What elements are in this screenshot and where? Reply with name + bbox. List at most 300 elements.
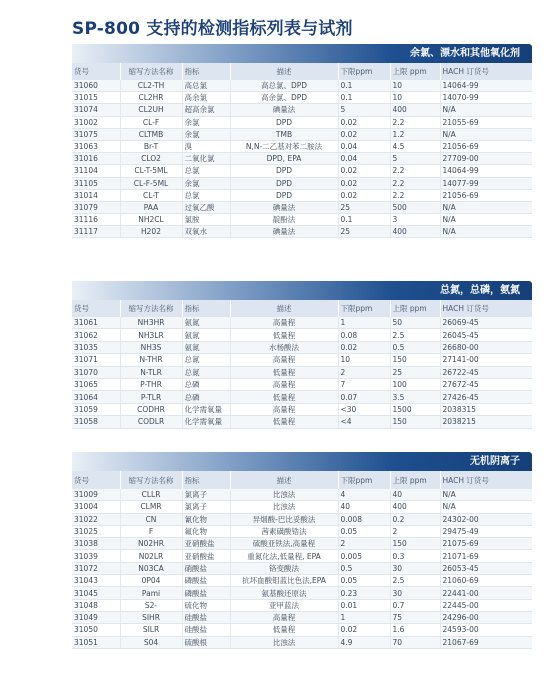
cell-lower-limit: 0.02 [338, 116, 390, 128]
cell-indicator: 总氮 [182, 354, 230, 366]
column-header-lower-limit: 下限ppm [338, 471, 390, 489]
cell-indicator: 亚硝酸盐 [182, 538, 230, 550]
cell-indicator: 超高余氯 [182, 104, 230, 116]
column-header-method: 描述 [230, 300, 338, 317]
reagent-table [72, 63, 532, 238]
cell-short-name: CL-F [120, 116, 182, 128]
cell-item-code: 31062 [72, 329, 120, 341]
cell-lower-limit: 4.9 [338, 636, 390, 648]
cell-upper-limit: 30 [390, 587, 440, 599]
cell-lower-limit: 0.08 [338, 329, 390, 341]
cell-lower-limit: 0.02 [338, 189, 390, 201]
cell-hach-order-no: 26069-45 [440, 317, 532, 329]
cell-hach-order-no: 21067-69 [440, 636, 532, 648]
cell-method: 比浊法 [230, 489, 338, 501]
cell-short-name: CODHR [120, 403, 182, 415]
cell-item-code: 31050 [72, 624, 120, 636]
cell-indicator: 氨氮 [182, 329, 230, 341]
cell-indicator: 硫化物 [182, 599, 230, 611]
table-row [72, 201, 532, 213]
cell-short-name: CN [120, 513, 182, 525]
cell-short-name: PAA [120, 201, 182, 213]
cell-hach-order-no: 2038315 [440, 403, 532, 415]
section-title: 无机阴离子 [72, 452, 532, 471]
cell-method: 铬变酸法 [230, 562, 338, 574]
cell-indicator: 亚硝酸盐 [182, 550, 230, 562]
cell-indicator: 总氮 [182, 366, 230, 378]
table-row [72, 513, 532, 525]
cell-upper-limit: 3.5 [390, 391, 440, 403]
cell-method: DPD, EPA [230, 153, 338, 165]
cell-lower-limit: 0.02 [338, 341, 390, 353]
table-row [72, 599, 532, 611]
cell-item-code: 31016 [72, 153, 120, 165]
cell-hach-order-no: 2038215 [440, 416, 532, 428]
cell-method: 高量程 [230, 611, 338, 623]
cell-item-code: 31014 [72, 189, 120, 201]
cell-item-code: 31059 [72, 403, 120, 415]
table-row [72, 538, 532, 550]
cell-indicator: 化学需氧量 [182, 403, 230, 415]
cell-method: 高余氯、DPD [230, 92, 338, 104]
cell-method: 茜素磺酸锆法 [230, 525, 338, 537]
cell-upper-limit: 400 [390, 226, 440, 238]
table-row [72, 80, 532, 92]
cell-upper-limit: 70 [390, 636, 440, 648]
column-header-hach-order-no: HACH 订货号 [440, 300, 532, 317]
cell-short-name: N02LR [120, 550, 182, 562]
cell-upper-limit: 10 [390, 92, 440, 104]
cell-lower-limit: 0.04 [338, 140, 390, 152]
cell-indicator: 氨氮 [182, 317, 230, 329]
cell-indicator: 氟化物 [182, 525, 230, 537]
cell-indicator: 硝酸盐 [182, 562, 230, 574]
cell-lower-limit: 5 [338, 104, 390, 116]
cell-lower-limit: 0.07 [338, 391, 390, 403]
cell-upper-limit: 2.2 [390, 189, 440, 201]
cell-item-code: 31004 [72, 501, 120, 513]
cell-hach-order-no: N/A [440, 128, 532, 140]
section-title: 总氮，总磷，氨氮 [72, 281, 532, 300]
section-title: 余氯、漂水和其他氧化剂 [72, 44, 532, 63]
cell-hach-order-no: 27141-00 [440, 354, 532, 366]
cell-short-name: CL2-TH [120, 80, 182, 92]
cell-method: 比浊法 [230, 501, 338, 513]
cell-method: 高量程 [230, 354, 338, 366]
cell-upper-limit: 2.5 [390, 575, 440, 587]
cell-short-name: 0P04 [120, 575, 182, 587]
cell-short-name: Pami [120, 587, 182, 599]
cell-lower-limit: 25 [338, 226, 390, 238]
column-header-method: 描述 [230, 471, 338, 489]
cell-hach-order-no: 21055-69 [440, 116, 532, 128]
cell-hach-order-no: N/A [440, 226, 532, 238]
cell-hach-order-no: 21056-69 [440, 189, 532, 201]
cell-short-name: NH2CL [120, 214, 182, 226]
cell-lower-limit: 0.005 [338, 550, 390, 562]
cell-hach-order-no: 26045-45 [440, 329, 532, 341]
cell-hach-order-no: 14070-99 [440, 92, 532, 104]
table-row [72, 140, 532, 152]
cell-method: 比浊法 [230, 636, 338, 648]
column-header-lower-limit: 下限ppm [338, 300, 390, 317]
cell-indicator: 氯离子 [182, 501, 230, 513]
cell-method: 低量程 [230, 624, 338, 636]
cell-method: 碘量法 [230, 104, 338, 116]
cell-indicator: 氰化物 [182, 513, 230, 525]
cell-hach-order-no: 26722-45 [440, 366, 532, 378]
cell-method: 低量程 [230, 366, 338, 378]
table-row [72, 116, 532, 128]
cell-method: N,N-二乙基对苯二胺法 [230, 140, 338, 152]
cell-upper-limit: 2.2 [390, 116, 440, 128]
cell-upper-limit: 150 [390, 416, 440, 428]
cell-short-name: CL-T-5ML [120, 165, 182, 177]
cell-lower-limit: 0.1 [338, 92, 390, 104]
cell-item-code: 31065 [72, 378, 120, 390]
cell-item-code: 31061 [72, 317, 120, 329]
cell-indicator: 高总氯 [182, 80, 230, 92]
cell-lower-limit: 1 [338, 611, 390, 623]
cell-hach-order-no: 14077-99 [440, 177, 532, 189]
cell-upper-limit: 2.5 [390, 329, 440, 341]
cell-hach-order-no: 14064-99 [440, 80, 532, 92]
cell-short-name: P-THR [120, 378, 182, 390]
cell-item-code: 31079 [72, 201, 120, 213]
cell-lower-limit: 0.008 [338, 513, 390, 525]
cell-short-name: N-THR [120, 354, 182, 366]
section-oxidants [72, 44, 532, 238]
cell-method: 水杨酸法 [230, 341, 338, 353]
cell-hach-order-no: 26680-00 [440, 341, 532, 353]
cell-lower-limit: 2 [338, 366, 390, 378]
cell-indicator: 溴 [182, 140, 230, 152]
section-nitrogen-phosphorus [72, 281, 532, 429]
column-header-lower-limit: 下限ppm [338, 63, 390, 80]
cell-upper-limit: 50 [390, 317, 440, 329]
table-row [72, 525, 532, 537]
table-row [72, 341, 532, 353]
cell-item-code: 31070 [72, 366, 120, 378]
cell-item-code: 31009 [72, 489, 120, 501]
cell-hach-order-no: 22445-00 [440, 599, 532, 611]
cell-short-name: CODLR [120, 416, 182, 428]
cell-item-code: 31064 [72, 391, 120, 403]
table-row [72, 403, 532, 415]
cell-lower-limit: 0.02 [338, 624, 390, 636]
cell-short-name: CL2HR [120, 92, 182, 104]
cell-upper-limit: 2.2 [390, 177, 440, 189]
cell-method: DPD [230, 189, 338, 201]
column-header-upper-limit: 上限 ppm [390, 300, 440, 317]
cell-short-name: N02HR [120, 538, 182, 550]
cell-method: 高量程 [230, 317, 338, 329]
cell-item-code: 31075 [72, 128, 120, 140]
cell-hach-order-no: 27709-00 [440, 153, 532, 165]
column-header-indicator: 指标 [182, 63, 230, 80]
column-header-item-code: 货号 [72, 63, 120, 80]
cell-item-code: 31015 [72, 92, 120, 104]
cell-short-name: NH3S [120, 341, 182, 353]
cell-item-code: 31058 [72, 416, 120, 428]
cell-indicator: 总磷 [182, 391, 230, 403]
table-row [72, 416, 532, 428]
cell-item-code: 31072 [72, 562, 120, 574]
cell-method: DPD [230, 177, 338, 189]
cell-method: 碘量法 [230, 226, 338, 238]
table-row [72, 104, 532, 116]
cell-method: 低量程 [230, 391, 338, 403]
cell-upper-limit: 2 [390, 525, 440, 537]
cell-item-code: 31022 [72, 513, 120, 525]
table-row [72, 92, 532, 104]
cell-method: 低量程 [230, 329, 338, 341]
cell-lower-limit: 1 [338, 317, 390, 329]
table-row [72, 611, 532, 623]
cell-hach-order-no: 14064-99 [440, 165, 532, 177]
cell-item-code: 31074 [72, 104, 120, 116]
table-row [72, 391, 532, 403]
cell-upper-limit: 40 [390, 489, 440, 501]
cell-lower-limit: 0.04 [338, 153, 390, 165]
table-row [72, 189, 532, 201]
cell-item-code: 31039 [72, 550, 120, 562]
table-row [72, 177, 532, 189]
table-row [72, 317, 532, 329]
table-row [72, 128, 532, 140]
cell-upper-limit: 0.5 [390, 341, 440, 353]
cell-hach-order-no: N/A [440, 201, 532, 213]
cell-item-code: 31002 [72, 116, 120, 128]
cell-short-name: F [120, 525, 182, 537]
cell-method: DPD [230, 165, 338, 177]
column-header-item-code: 货号 [72, 471, 120, 489]
table-row [72, 214, 532, 226]
cell-item-code: 31045 [72, 587, 120, 599]
cell-method: 抗坏血酸钼蓝比色法,EPA [230, 575, 338, 587]
cell-hach-order-no: 26053-45 [440, 562, 532, 574]
column-header-short-name: 缩写方法名称 [120, 63, 182, 80]
cell-upper-limit: 25 [390, 366, 440, 378]
cell-upper-limit: 1500 [390, 403, 440, 415]
cell-upper-limit: 100 [390, 378, 440, 390]
cell-indicator: 硅酸盐 [182, 624, 230, 636]
column-header-short-name: 缩写方法名称 [120, 471, 182, 489]
cell-short-name: S04 [120, 636, 182, 648]
cell-lower-limit: 0.01 [338, 599, 390, 611]
cell-indicator: 高余氯 [182, 92, 230, 104]
cell-indicator: 余氯 [182, 128, 230, 140]
cell-short-name: N-TLR [120, 366, 182, 378]
table-row [72, 575, 532, 587]
cell-hach-order-no: N/A [440, 104, 532, 116]
cell-item-code: 31117 [72, 226, 120, 238]
cell-item-code: 31071 [72, 354, 120, 366]
cell-item-code: 31038 [72, 538, 120, 550]
cell-method: 低量程 [230, 416, 338, 428]
cell-short-name: N03CA [120, 562, 182, 574]
cell-upper-limit: 30 [390, 562, 440, 574]
reagent-table [72, 300, 532, 429]
cell-short-name: CL-T [120, 189, 182, 201]
cell-method: 异烟酸-巴比妥酸法 [230, 513, 338, 525]
cell-upper-limit: 5 [390, 153, 440, 165]
cell-indicator: 过氧乙酸 [182, 201, 230, 213]
cell-method: 靛酚法 [230, 214, 338, 226]
cell-hach-order-no: N/A [440, 214, 532, 226]
cell-item-code: 31025 [72, 525, 120, 537]
cell-lower-limit: 10 [338, 354, 390, 366]
table-header-row [72, 300, 532, 317]
cell-indicator: 硫酸根 [182, 636, 230, 648]
cell-indicator: 余氯 [182, 116, 230, 128]
cell-upper-limit: 4.5 [390, 140, 440, 152]
cell-short-name: CL-F-5ML [120, 177, 182, 189]
cell-lower-limit: 7 [338, 378, 390, 390]
cell-short-name: NH3HR [120, 317, 182, 329]
column-header-upper-limit: 上限 ppm [390, 471, 440, 489]
cell-short-name: Br-T [120, 140, 182, 152]
cell-lower-limit: 0.1 [338, 80, 390, 92]
cell-item-code: 31048 [72, 599, 120, 611]
cell-method: 重氮化法,低量程, EPA [230, 550, 338, 562]
column-header-short-name: 缩写方法名称 [120, 300, 182, 317]
cell-hach-order-no: N/A [440, 489, 532, 501]
cell-lower-limit: 0.05 [338, 525, 390, 537]
table-header-row [72, 63, 532, 80]
cell-indicator: 氯胺 [182, 214, 230, 226]
cell-item-code: 31105 [72, 177, 120, 189]
table-row [72, 165, 532, 177]
cell-lower-limit: 0.02 [338, 177, 390, 189]
cell-indicator: 二氧化氯 [182, 153, 230, 165]
cell-lower-limit: 0.5 [338, 562, 390, 574]
cell-method: DPD [230, 116, 338, 128]
cell-short-name: SILR [120, 624, 182, 636]
cell-lower-limit: 0.23 [338, 587, 390, 599]
cell-upper-limit: 1.2 [390, 128, 440, 140]
cell-method: 氨基酸还原法 [230, 587, 338, 599]
table-row [72, 636, 532, 648]
cell-indicator: 磷酸盐 [182, 575, 230, 587]
table-row [72, 562, 532, 574]
cell-lower-limit: 0.05 [338, 575, 390, 587]
cell-upper-limit: 400 [390, 104, 440, 116]
table-row [72, 501, 532, 513]
cell-hach-order-no: 27426-45 [440, 391, 532, 403]
cell-item-code: 31035 [72, 341, 120, 353]
column-header-indicator: 指标 [182, 471, 230, 489]
cell-short-name: CLMR [120, 501, 182, 513]
cell-indicator: 化学需氧量 [182, 416, 230, 428]
cell-lower-limit: <30 [338, 403, 390, 415]
cell-short-name: NH3LR [120, 329, 182, 341]
table-row [72, 587, 532, 599]
table-row [72, 329, 532, 341]
cell-upper-limit: 150 [390, 354, 440, 366]
cell-lower-limit: 40 [338, 501, 390, 513]
cell-method: 高总氯、DPD [230, 80, 338, 92]
cell-indicator: 总磷 [182, 378, 230, 390]
cell-indicator: 氯离子 [182, 489, 230, 501]
cell-upper-limit: 1.6 [390, 624, 440, 636]
cell-indicator: 磷酸盐 [182, 587, 230, 599]
cell-indicator: 总氯 [182, 165, 230, 177]
cell-short-name: H202 [120, 226, 182, 238]
column-header-hach-order-no: HACH 订货号 [440, 63, 532, 80]
cell-hach-order-no: 24296-00 [440, 611, 532, 623]
cell-item-code: 31116 [72, 214, 120, 226]
cell-lower-limit: <4 [338, 416, 390, 428]
cell-upper-limit: 500 [390, 201, 440, 213]
cell-hach-order-no: 24302-00 [440, 513, 532, 525]
cell-item-code: 31051 [72, 636, 120, 648]
cell-hach-order-no: 22441-00 [440, 587, 532, 599]
cell-upper-limit: 400 [390, 501, 440, 513]
cell-upper-limit: 2.2 [390, 165, 440, 177]
cell-lower-limit: 2 [338, 538, 390, 550]
cell-indicator: 双氧水 [182, 226, 230, 238]
column-header-method: 描述 [230, 63, 338, 80]
cell-lower-limit: 0.1 [338, 214, 390, 226]
cell-short-name: CL2UH [120, 104, 182, 116]
section-inorganic-anions [72, 452, 532, 649]
table-header-row [72, 471, 532, 489]
table-row [72, 489, 532, 501]
cell-lower-limit: 0.02 [338, 128, 390, 140]
cell-hach-order-no: 27672-45 [440, 378, 532, 390]
cell-indicator: 总氯 [182, 189, 230, 201]
cell-short-name: SIHR [120, 611, 182, 623]
reagent-table [72, 471, 532, 649]
cell-short-name: CLTMB [120, 128, 182, 140]
cell-upper-limit: 0.3 [390, 550, 440, 562]
table-row [72, 366, 532, 378]
column-header-hach-order-no: HACH 订货号 [440, 471, 532, 489]
table-row [72, 226, 532, 238]
cell-item-code: 31063 [72, 140, 120, 152]
cell-hach-order-no: 21056-69 [440, 140, 532, 152]
column-header-item-code: 货号 [72, 300, 120, 317]
cell-method: 高量程 [230, 403, 338, 415]
cell-method: 硫酸亚铁法,高量程 [230, 538, 338, 550]
cell-lower-limit: 25 [338, 201, 390, 213]
cell-upper-limit: 150 [390, 538, 440, 550]
cell-item-code: 31060 [72, 80, 120, 92]
cell-item-code: 31049 [72, 611, 120, 623]
cell-upper-limit: 0.2 [390, 513, 440, 525]
table-row [72, 354, 532, 366]
cell-short-name: CLLR [120, 489, 182, 501]
table-row [72, 153, 532, 165]
cell-short-name: P-TLR [120, 391, 182, 403]
cell-method: 高量程 [230, 378, 338, 390]
cell-upper-limit: 3 [390, 214, 440, 226]
cell-method: TMB [230, 128, 338, 140]
cell-lower-limit: 0.02 [338, 165, 390, 177]
cell-hach-order-no: 29475-49 [440, 525, 532, 537]
cell-method: 碘量法 [230, 201, 338, 213]
cell-upper-limit: 0.7 [390, 599, 440, 611]
column-header-upper-limit: 上限 ppm [390, 63, 440, 80]
page-title: SP-800 支持的检测指标列表与试剂 [72, 19, 353, 39]
cell-upper-limit: 75 [390, 611, 440, 623]
table-row [72, 378, 532, 390]
cell-lower-limit: 4 [338, 489, 390, 501]
cell-hach-order-no: 21075-69 [440, 538, 532, 550]
cell-method: 亚甲蓝法 [230, 599, 338, 611]
cell-short-name: CLO2 [120, 153, 182, 165]
